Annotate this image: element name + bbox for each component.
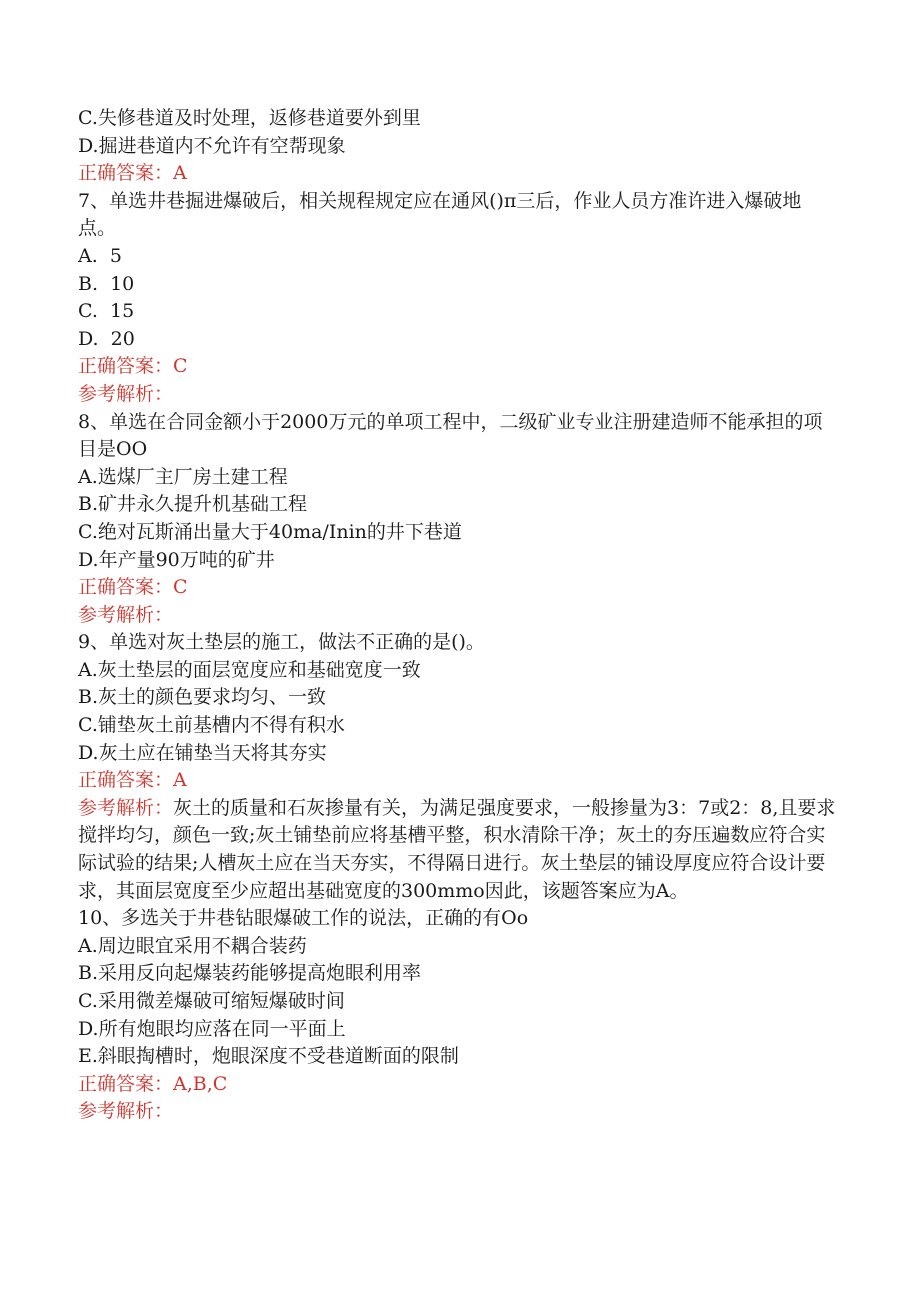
- q6-option-d: D.掘进巷道内不允许有空帮现象: [78, 134, 346, 157]
- q7-analysis-label: 参考解析：: [78, 382, 174, 405]
- q7-answer: 正确答案：C: [78, 355, 188, 378]
- q10-option-d: D.所有炮眼均应落在同一平面上: [78, 1017, 346, 1040]
- q10-option-c: C.采用微差爆破可缩短爆破时间: [78, 990, 345, 1012]
- q6-answer: 正确答案：A: [78, 162, 187, 185]
- q6-option-c: C.失修巷道及时处理，返修巷道要外到里: [78, 107, 421, 129]
- q10-analysis-label: 参考解析：: [78, 1100, 174, 1123]
- q9-analysis-text: 灰土的质量和石灰掺量有关，为满足强度要求，一般掺量为3：7或2：8,且要求搅拌均匀，颜色一致;灰土铺垫前应将基槽平整，积水清除干净；灰土的夯压遍数应符合实际试验的结果;人槽灰土应在当天夯实，不得隔日进行。灰土垫层的铺设厚度应符合设计要求，其面层宽度至少应超出基础宽度的300mmo因此，该题答案应为A。: [78, 796, 836, 902]
- q7-option-a: A. 5: [78, 244, 122, 267]
- q9-option-a: A.灰土垫层的面层宽度应和基础宽度一致: [78, 658, 421, 681]
- q10-stem: 10、多选关于井巷钻眼爆破工作的说法，正确的有Oo: [78, 907, 529, 930]
- q7-option-c: C. 15: [78, 300, 135, 323]
- document-page: [78, 105, 838, 1126]
- q9-answer: 正确答案：A: [78, 769, 187, 792]
- q8-stem: 8、单选在合同金额小于2000万元的单项工程中，二级矿业专业注册建造师不能承担的项目是OO: [78, 410, 823, 461]
- q8-analysis-label: 参考解析：: [78, 603, 174, 626]
- q8-option-b: B.矿井永久提升机基础工程: [78, 493, 308, 516]
- q8-option-c: C.绝对瓦斯涌出量大于40ma/Inin的井下巷道: [78, 520, 462, 543]
- q9-stem: 9、单选对灰土垫层的施工，做法不正确的是()。: [78, 631, 485, 654]
- q10-answer: 正确答案：A,B,C: [78, 1072, 228, 1095]
- q9-option-b: B.灰土的颜色要求均匀、一致: [78, 686, 327, 709]
- q8-answer: 正确答案：C: [78, 576, 188, 599]
- q10-option-e: E.斜眼掏槽时，炮眼深度不受巷道断面的限制: [78, 1045, 459, 1068]
- q9-analysis-label: 参考解析：: [78, 796, 174, 819]
- q7-stem: 7、单选井巷掘进爆破后，相关规程规定应在通风()π三后，作业人员方准许进入爆破地点。: [78, 189, 802, 240]
- q8-option-d: D.年产量90万吨的矿井: [78, 548, 275, 571]
- q10-option-b: B.采用反向起爆装药能够提高炮眼利用率: [78, 962, 422, 985]
- q9-option-c: C.铺垫灰土前基槽内不得有积水: [78, 714, 345, 737]
- q10-option-a: A.周边眼宜采用不耦合装药: [78, 934, 307, 957]
- q7-option-d: D. 20: [78, 327, 135, 350]
- q9-option-d: D.灰土应在铺垫当天将其夯实: [78, 741, 327, 764]
- q8-option-a: A.选煤厂主厂房土建工程: [78, 465, 288, 488]
- q9-analysis: [78, 795, 838, 905]
- q7-option-b: B. 10: [78, 272, 135, 295]
